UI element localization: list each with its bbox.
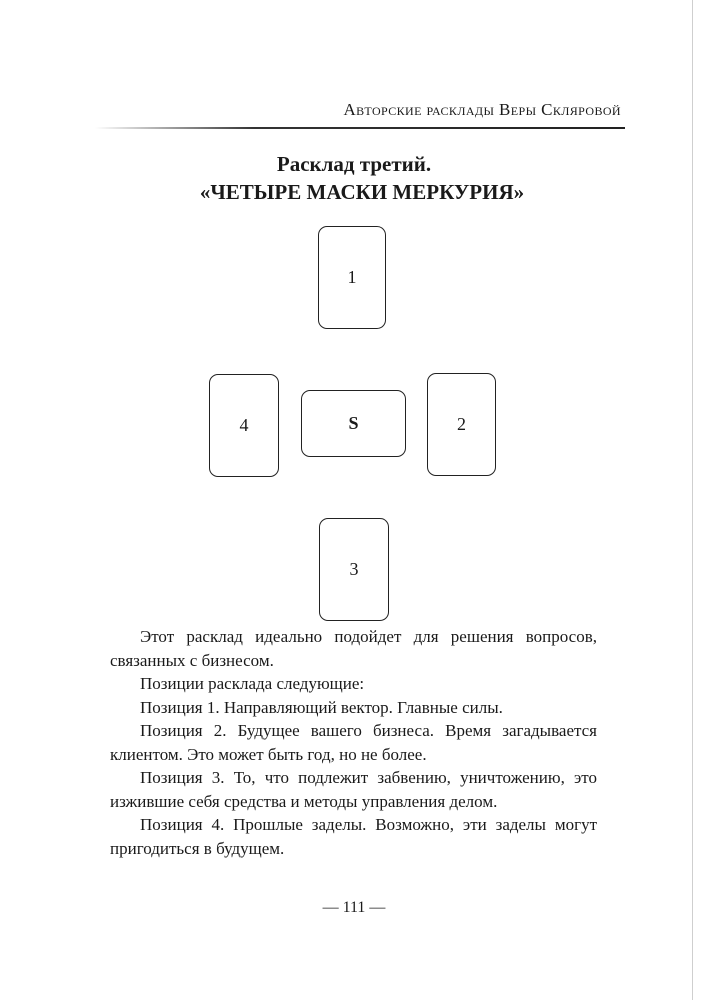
paragraph-position-1: Позиция 1. Направляющий вектор. Главные силы. (140, 697, 503, 717)
card-position-3: 3 (319, 518, 389, 621)
spread-title: Расклад третий. (276, 152, 432, 176)
body-text (110, 625, 597, 860)
spread-subtitle: «ЧЕТЫРЕ МАСКИ МЕРКУРИЯ» (199, 180, 525, 204)
paragraph-intro: Этот расклад идеально подойдет для решения вопросов, связанных с бизнесом. (110, 627, 597, 670)
card-position-2: 2 (427, 373, 496, 476)
running-header: Авторские расклады Веры Скляровой (343, 100, 621, 119)
paragraph-position-4: Позиция 4. Прошлые заделы. Возможно, эти заделы могут пригодиться в будущем. (110, 815, 597, 858)
paragraph-positions-heading: Позиции расклада следующие: (140, 674, 365, 693)
card-significator: S (301, 390, 406, 457)
page-number: — 111 — (322, 899, 386, 916)
card-position-4: 4 (209, 374, 279, 477)
paragraph-position-3: Позиция 3. То, что подлежит забвению, уничтожению, это изжившие себя средства и методы управления делом. (110, 768, 597, 811)
paragraph-position-2: Позиция 2. Будущее вашего бизнеса. Время загадывается клиентом. Это может быть год, но не более. (110, 721, 597, 764)
card-position-1: 1 (318, 226, 386, 329)
header-rule (95, 127, 625, 129)
page-edge-line (692, 0, 693, 1000)
